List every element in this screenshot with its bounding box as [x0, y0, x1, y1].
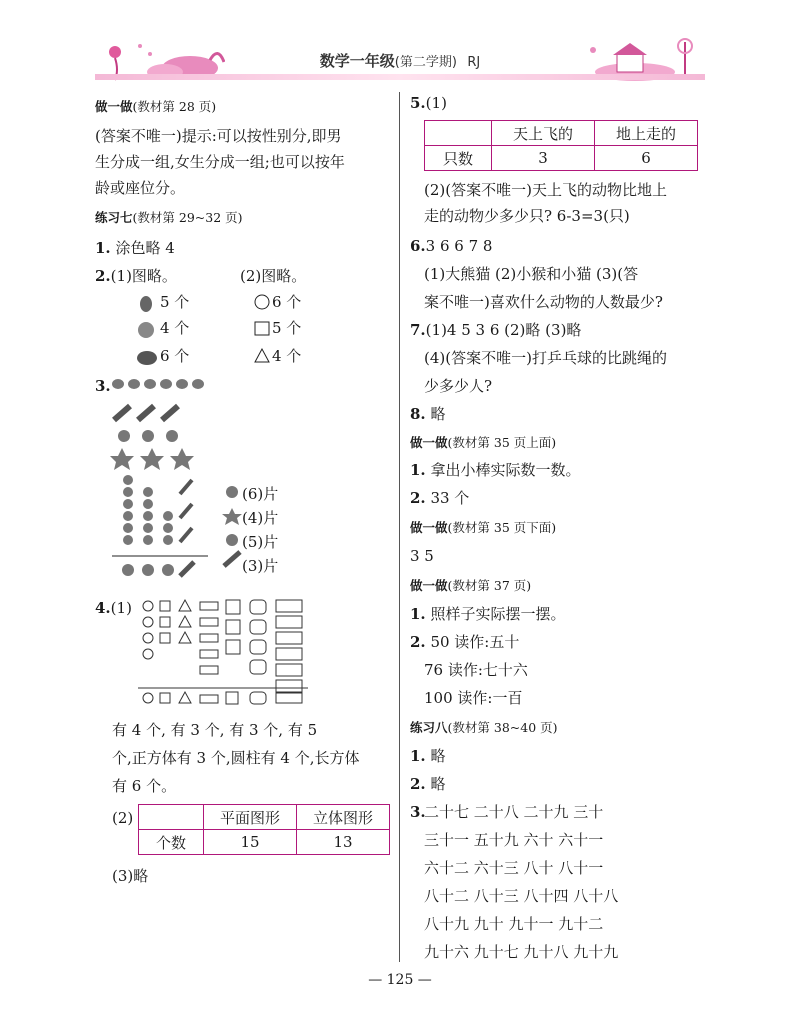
answer-line: 个,正方体有 3 个,圆柱有 4 个,长方体 [112, 749, 360, 767]
text-line: 生分成一组,女生分成一组;也可以按年 [95, 153, 345, 171]
animal-count-table [424, 120, 698, 171]
number-row: 三十一 五十九 六十 六十一 [424, 831, 604, 849]
answer-line: 2. 略 [410, 775, 446, 793]
section-heading: 做一做(教材第 28 页) [95, 99, 217, 114]
table-header: 天上飞的 [492, 121, 595, 146]
answer-line: 1. 照样子实际摆一摆。 [410, 605, 566, 623]
answer-line: 案不唯一)喜欢什么动物的人数最少? [424, 293, 663, 311]
count-label: 5 个 [160, 293, 190, 311]
count-label: 5 个 [272, 319, 302, 337]
count-label: (5)片 [242, 533, 279, 551]
answer-line: (4)(答案不唯一)打乒乓球的比跳绳的 [424, 349, 667, 367]
page-header [95, 38, 705, 82]
count-label: (6)片 [242, 485, 279, 503]
shape-pictograph [138, 596, 310, 708]
page-number: — 125 — [368, 972, 432, 988]
number-row: 八十二 八十三 八十四 八十八 [424, 887, 619, 905]
count-label: 4 个 [160, 319, 190, 337]
count-label: 6 个 [272, 293, 302, 311]
answer-line: 走的动物少多少只? 6-3=3(只) [424, 207, 630, 225]
answer-line: 2. 50 读作:五十 [410, 633, 520, 651]
table-cell: 3 [492, 146, 595, 171]
table-header: 地上走的 [595, 121, 698, 146]
circle-icon [255, 295, 269, 309]
answer-line: 有 6 个。 [112, 777, 177, 795]
leaf-pictograph [108, 376, 228, 584]
section-heading: 练习七(教材第 29~32 页) [95, 210, 243, 225]
table-cell: 13 [297, 830, 390, 855]
answer-line: 6.3 6 6 7 8 [410, 237, 493, 255]
answer-line: 2. 33 个 [410, 489, 470, 507]
section-heading: 做一做(教材第 37 页) [410, 578, 532, 593]
answer-line: 有 4 个, 有 3 个, 有 3 个, 有 5 [112, 721, 318, 739]
count-label: (4)片 [242, 509, 279, 527]
shape-count-table [138, 804, 390, 855]
number-row: 九十六 九十七 九十八 九十九 [424, 943, 619, 961]
table-header [139, 805, 204, 830]
answer-line: 7.(1)4 5 3 6 (2)略 (3)略 [410, 321, 582, 339]
count-label: (3)片 [242, 557, 279, 575]
number-row: 二十七 二十八 二十九 三十 [424, 803, 604, 821]
header-band [95, 74, 705, 80]
square-icon [255, 322, 269, 335]
answer-line: 100 读作:一百 [424, 689, 523, 707]
count-label: 4 个 [272, 347, 302, 365]
answer-line: (2) [112, 809, 134, 827]
section-heading: 练习八(教材第 38~40 页) [410, 720, 558, 735]
answer-line: 少多少人? [424, 377, 493, 395]
answer-line: 2.(1)图略。 [95, 267, 177, 285]
peach-icon [137, 351, 157, 365]
table-cell: 个数 [139, 830, 204, 855]
number-row: 八十九 九十 九十一 九十二 [424, 915, 604, 933]
table-cell: 15 [204, 830, 297, 855]
pear-icon [140, 296, 152, 312]
table-header: 平面图形 [204, 805, 297, 830]
text-line: 龄或座位分。 [95, 179, 186, 197]
answer-line: 76 读作:七十六 [424, 661, 528, 679]
apple-icon [138, 322, 154, 338]
answer-line: 1. 拿出小棒实际数一数。 [410, 461, 581, 479]
column-divider [399, 92, 400, 962]
answer-line: (2)(答案不唯一)天上飞的动物比地上 [424, 181, 667, 199]
text-line: (答案不唯一)提示:可以按性别分,即男 [95, 127, 342, 145]
section-heading: 做一做(教材第 35 页上面) [410, 435, 557, 450]
table-cell: 只数 [425, 146, 492, 171]
answer-line: (3)略 [112, 867, 149, 885]
answer-line: 8. 略 [410, 405, 446, 423]
answer-line: 5.(1) [410, 94, 447, 112]
answer-line: 1. 略 [410, 747, 446, 765]
answer-line: 1. 涂色略 4 [95, 239, 175, 257]
answer-line: 4.(1) [95, 599, 132, 617]
table-header [425, 121, 492, 146]
table-header: 立体图形 [297, 805, 390, 830]
header-title: 数学一年级(第二学期) RJ [319, 52, 481, 70]
answer-line: 3 5 [410, 547, 434, 565]
section-heading: 做一做(教材第 35 页下面) [410, 520, 557, 535]
answer-number: 3. [410, 803, 426, 821]
answer-line: (2)图略。 [240, 267, 307, 285]
leaf-legend-icons [222, 484, 244, 572]
answer-number: 3. [95, 377, 111, 395]
number-row: 六十二 六十三 八十 八十一 [424, 859, 604, 877]
answer-line: (1)大熊猫 (2)小猴和小猫 (3)(答 [424, 265, 639, 283]
triangle-icon [255, 349, 269, 362]
table-cell: 6 [595, 146, 698, 171]
count-label: 6 个 [160, 347, 190, 365]
